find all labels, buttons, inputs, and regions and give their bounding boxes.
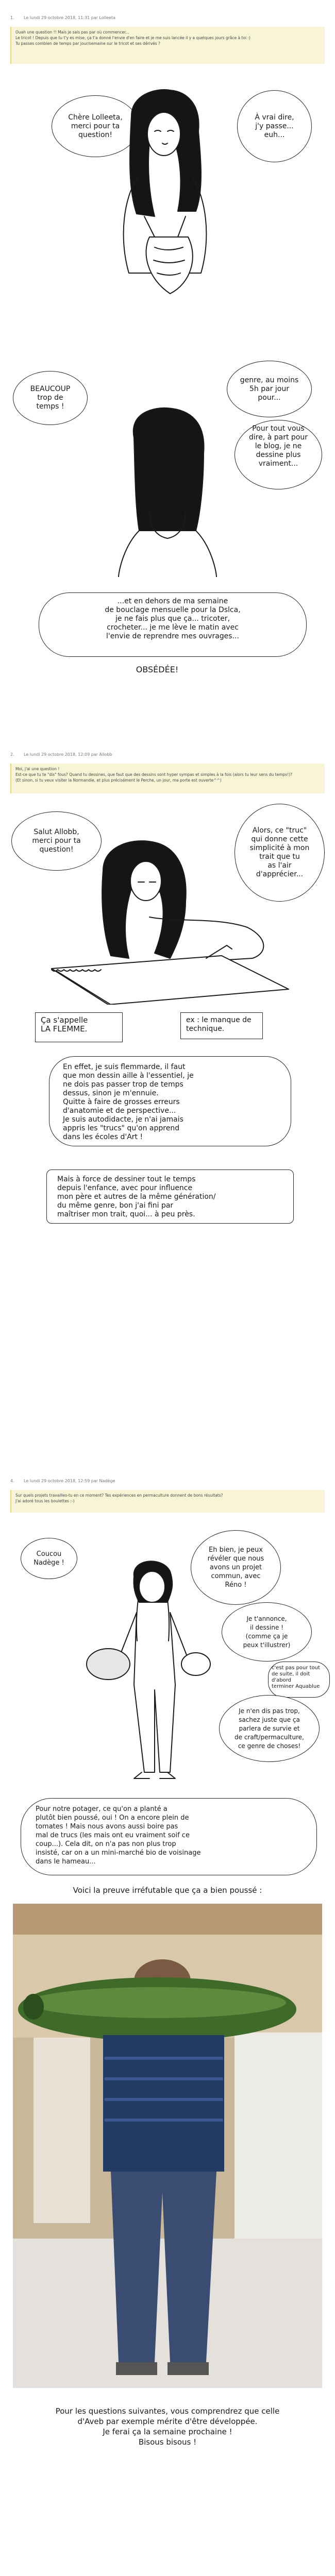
reader-question — [10, 1490, 325, 1513]
speech-bubble: BEAUCOUP trop de temps ! — [13, 371, 88, 425]
speech-bubble: Je t'annonce, il dessine ! (comme ça je peux t'illustrer) — [222, 1602, 312, 1662]
question-line: (Et sinon, si tu veux visiter la Normandie, et plus précisément le Perche, un jour, ma porte est ouverte^^) — [15, 778, 222, 783]
question-line: J'ai adoré tous les boulettes :-) — [15, 1499, 75, 1503]
speech-bubble: Pour tout vous dire, à part pour le blog, je ne dessine plus vraiment... — [234, 420, 322, 489]
speech-bubble: Pour notre potager, ce qu'on a planté a plutôt bien poussé, oui ! On a encore plein de tomates ! Mais nous avons aussi boire pas mal de trucs (les mais ont eu vraiment soif ce coup...). Cela dit, on n'a pas non plus trop insisté, car on a un mini-marché bio de voisinage dans le hameau... — [21, 1798, 317, 1875]
post-4 — [0, 1479, 335, 2576]
caption-box: Ça s'appelle LA FLEMME. — [35, 1012, 123, 1042]
speech-bubble: ...et en dehors de ma semaine de bouclage mensuelle pour la Dslca, je ne fais plus que ça... tricoter, crocheter... je me lève le matin avec l'envie de reprendre mes ouvrages... — [39, 592, 307, 657]
speech-bubble: Chère Lolleeta, merci pour ta question! — [52, 95, 139, 157]
question-line: Le tricot ! Depuis que tu t'y es mise, ça t'a donné l'envie d'en faire et je me suis lancée il y a quelques jours grâce à toi :) — [15, 36, 250, 40]
question-line: Ouah une question !! Mais je sais pas par où commencer... — [15, 30, 129, 35]
comment-date: Le lundi 29 octobre 2018, 12:59 par Nadège — [24, 1479, 115, 1483]
photo-giant-zucchini — [13, 1904, 322, 2388]
post-2 — [0, 752, 335, 1479]
photo-caption: Voici la preuve irréfutable que ça a bien poussé : — [73, 1886, 262, 1895]
question-line: Est-ce que tu te "dis" fous? Quand tu dessines, que faut que des dessins sont hyper sympas et simples à la fois (alors tu leur sens du temps!)? — [15, 772, 293, 777]
speech-bubble: À vrai dire, j'y passe... euh... — [237, 90, 312, 162]
speech-bubble: Eh bien, je peux révéler que nous avons un projet commun, avec Réno ! — [191, 1530, 281, 1605]
comment-number: 4. — [10, 1479, 14, 1483]
caption-obsessed: OBSÉDÉE! — [136, 665, 179, 674]
speech-bubble: Coucou Nadège ! — [21, 1538, 77, 1579]
girl-face-hidden-illustration — [0, 407, 335, 577]
comment-meta — [10, 752, 320, 758]
comment-meta — [10, 1479, 320, 1485]
comment-date: Le lundi 29 octobre 2018, 12:09 par Allobb — [24, 752, 112, 757]
comment-number: 2. — [10, 752, 14, 757]
post-1 — [0, 0, 335, 752]
comment-number: 1. — [10, 15, 14, 20]
speech-bubble: genre, au moins 5h par jour pour... — [227, 361, 312, 417]
speech-bubble: c'est pas pour tout de suite, il doit d'abord terminer Aquablue — [268, 1662, 330, 1698]
question-line: Sur quels projets travailles-tu en ce moment? Tes expériences en permaculture donnent de bons résultats? — [15, 1493, 223, 1498]
text-box: Mais à force de dessiner tout le temps depuis l'enfance, avec pour influence mon père et autres de la même génération/ du même genre, bon j'ai fini par maîtriser mon trait, quoi... à peu près. — [46, 1170, 294, 1224]
speech-bubble: Salut Allobb, merci pour ta question! — [11, 811, 102, 871]
reader-question — [10, 764, 325, 793]
question-line: Tu passes combien de temps par jour/semaine sur le tricot et ses dérivés ? — [15, 41, 161, 46]
girl-knitting-illustration — [0, 82, 335, 299]
question-line: Moi, j'ai une question ! — [15, 767, 60, 771]
text-box: En effet, je suis flemmarde, il faut que mon dessin aille à l'essentiel, je ne dois pas passer trop de temps dessus, sinon je m'ennuie. Quitte à faire de grosses erreurs d'anatomie et de perspective... Je suis autodidacte, je n'ai jamais appris les "trucs" qu'on apprend dans les écoles d'Art ! — [49, 1056, 291, 1146]
speech-bubble: Alors, ce "truc" qui donne cette simplicité à mon trait que tu as l'air d'apprécier... — [234, 804, 325, 902]
reader-question — [10, 27, 325, 64]
speech-bubble: Je n'en dis pas trop, sachez juste que ça parlera de survie et de craft/permaculture, ce genre de choses! — [219, 1695, 320, 1762]
closing-message: Pour les questions suivantes, vous comprendrez que celle d'Aveb par exemple mérite d'être développée. Je ferai ça la semaine prochaine ! Bisous bisous ! — [55, 2406, 280, 2447]
girl-with-vegetables-illustration — [77, 1556, 232, 1783]
girl-drawing-illustration — [0, 835, 335, 1005]
comment-date: Le lundi 29 octobre 2018, 11:31 par Lolleeta — [24, 15, 116, 20]
comment-meta — [10, 15, 320, 22]
caption-box: ex : le manque de technique. — [180, 1012, 263, 1039]
